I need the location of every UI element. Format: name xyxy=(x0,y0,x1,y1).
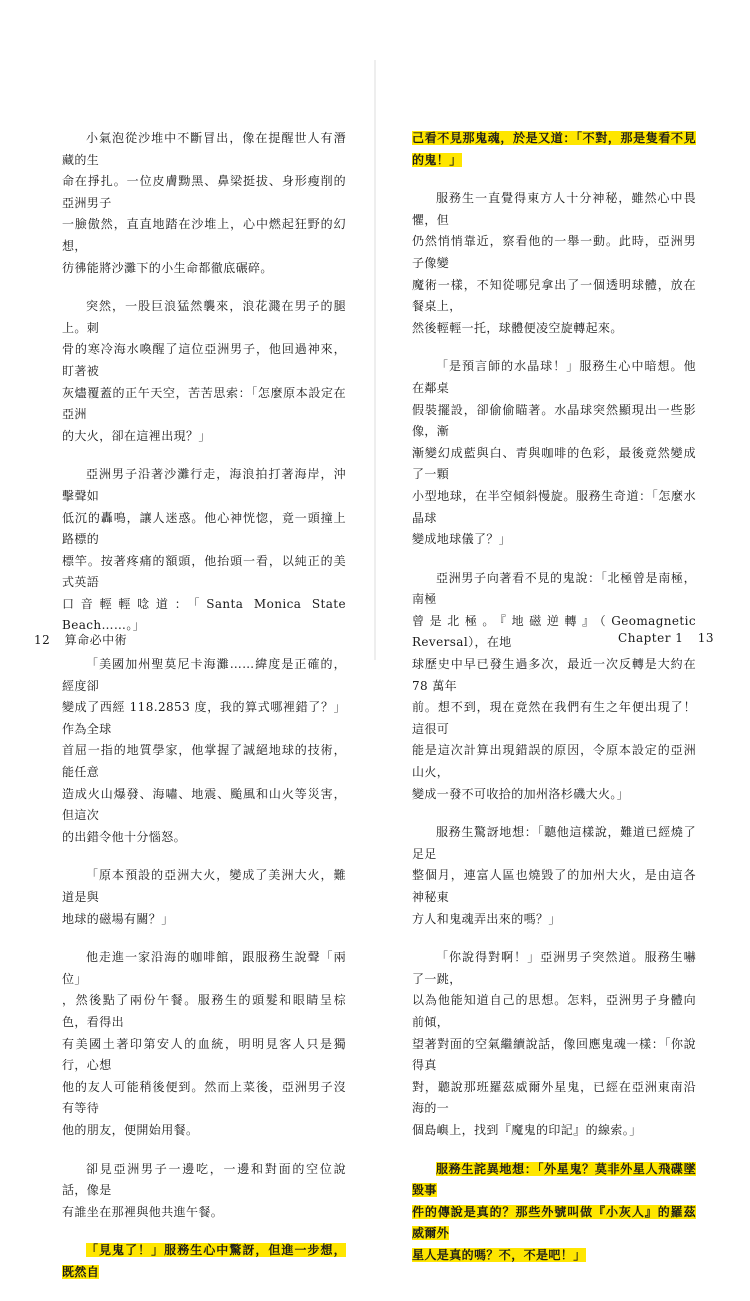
paragraph: 小氣泡從沙堆中不斷冒出，像在提醒世人有潛藏的生 命在掙扎。一位皮膚黝黑、鼻梁挺拔、身形瘦削的亞洲男子 一臉傲然，直直地踏在沙堆上，心中燃起狂野的幻想， 彷彿能將沙灘下的小生命都徹底碾碎。 xyxy=(62,131,346,275)
paragraph: 服務生一直覺得東方人十分神秘，雖然心中畏懼，但 仍然悄悄靠近，察看他的一舉一動。此時，亞洲男子像變 魔術一樣，不知從哪兒拿出了一個透明球體，放在餐桌上， 然後輕輕一托，球體便凌空旋轉起來。 xyxy=(412,191,696,335)
book-title: 算命必中術 xyxy=(64,633,128,647)
right-folio xyxy=(618,631,714,645)
paragraph: 服務生驚訝地想：「聽他這樣說，難道已經燒了足足 整個月，連富人區也燒毀了的加州大火，是由這各神秘東 方人和鬼魂弄出來的嗎？」 xyxy=(412,825,696,926)
paragraph: 亞洲男子向著看不見的鬼說：「北極曾是南極，南極 曾是北極。『地磁逆轉』（Geomagnetic Reversal），在地 球歷史中早已發生過多次，最近一次反轉是大約在 78 萬年 前。想不到，現在竟然在我們有生之年便出現了！這很可 能是這次計算出現錯誤的原因，令原本設定的亞洲山火， 變成一發不可收拾的加州洛杉磯大火。」 xyxy=(412,570,696,801)
paragraph: 亞洲男子沿著沙灘行走，海浪拍打著海岸，沖擊聲如 低沉的轟鳴，讓人迷惑。他心神恍惚，竟一頭撞上路標的 標竿。按著疼痛的額頭，他抬頭一看，以純正的美式英語 口音輕輕唸道：「Santa Monica State Beach……。」 xyxy=(62,467,346,633)
page-number: 12 xyxy=(34,633,51,647)
left-page xyxy=(62,128,346,1301)
paragraph: 卻見亞洲男子一邊吃，一邊和對面的空位說話，像是 有誰坐在那裡與他共進午餐。 xyxy=(62,1161,346,1219)
paragraph: 突然，一股巨浪猛然襲來，浪花濺在男子的腿上。刺 骨的寒冷海水喚醒了這位亞洲男子，他回過神來，盯著被 灰燼覆蓋的正午天空，苦苦思索：「怎麼原本設定在亞洲 的大火，卻在這裡出現？」 xyxy=(62,299,346,443)
page-number: 13 xyxy=(697,631,714,645)
right-page xyxy=(412,128,696,1284)
highlighted-paragraph xyxy=(412,128,696,171)
paragraph: 「原本預設的亞洲大火，變成了美洲大火，難道是與 地球的磁場有關？」 xyxy=(62,868,346,926)
book-gutter xyxy=(374,60,376,660)
left-folio xyxy=(34,631,127,648)
chapter-label: Chapter 1 xyxy=(618,631,684,645)
highlight-text: 「見鬼了！」服務生心中驚訝，但進一步想，既然自 xyxy=(62,1243,346,1279)
highlight-text: 服務生詫異地想：「外星鬼？莫非外星人飛碟墜毀事 件的傳說是真的？那些外號叫做『小灰人』的羅茲威爾外 星人是真的嗎？不，不是吧！」 xyxy=(412,1161,696,1262)
paragraph: 他走進一家沿海的咖啡館，跟服務生說聲「兩位」 ，然後點了兩份午餐。服務生的頭髮和眼睛呈棕色，看得出 有美國土著印第安人的血統，明明見客人只是獨行，心想 他的友人可能稍後便到。然而上菜後，亞洲男子沒有等待 他的朋友，便開始用餐。 xyxy=(62,950,346,1137)
paragraph: 「你說得對啊！」亞洲男子突然道。服務生嚇了一跳， 以為他能知道自己的思想。怎料，亞洲男子身體向前傾， 望著對面的空氣繼續說話，像回應鬼魂一樣：「你說得真 對，聽說那班羅茲威爾外星鬼，已經在亞洲東南沿海的一 個島嶼上，找到『魔鬼的印記』的線索。」 xyxy=(412,950,696,1137)
paragraph: 「美國加州聖莫尼卡海灘……緯度是正確的，經度卻 變成了西經 118.2853 度，我的算式哪裡錯了？」作為全球 首屈一指的地質學家，他掌握了誠絕地球的技術，能任意 造成火山爆發、海嘯、地震、颱風和山火等災害，但這次 的出錯令他十分惱怒。 xyxy=(62,657,346,844)
highlighted-paragraph xyxy=(412,1159,696,1267)
highlighted-paragraph xyxy=(62,1240,346,1283)
paragraph: 「是預言師的水晶球！」服務生心中暗想。他在鄰桌 假裝擺設，卻偷偷瞄著。水晶球突然顯現出一些影像，漸 漸變幻成藍與白、青與咖啡的色彩，最後竟然變成了一顆 小型地球，在半空傾斜慢旋。服務生奇道：「怎麼水晶球 變成地球儀了？」 xyxy=(412,359,696,547)
highlight-text: 己看不見那鬼魂，於是又道：「不對，那是隻看不見的鬼！」 xyxy=(412,131,696,167)
